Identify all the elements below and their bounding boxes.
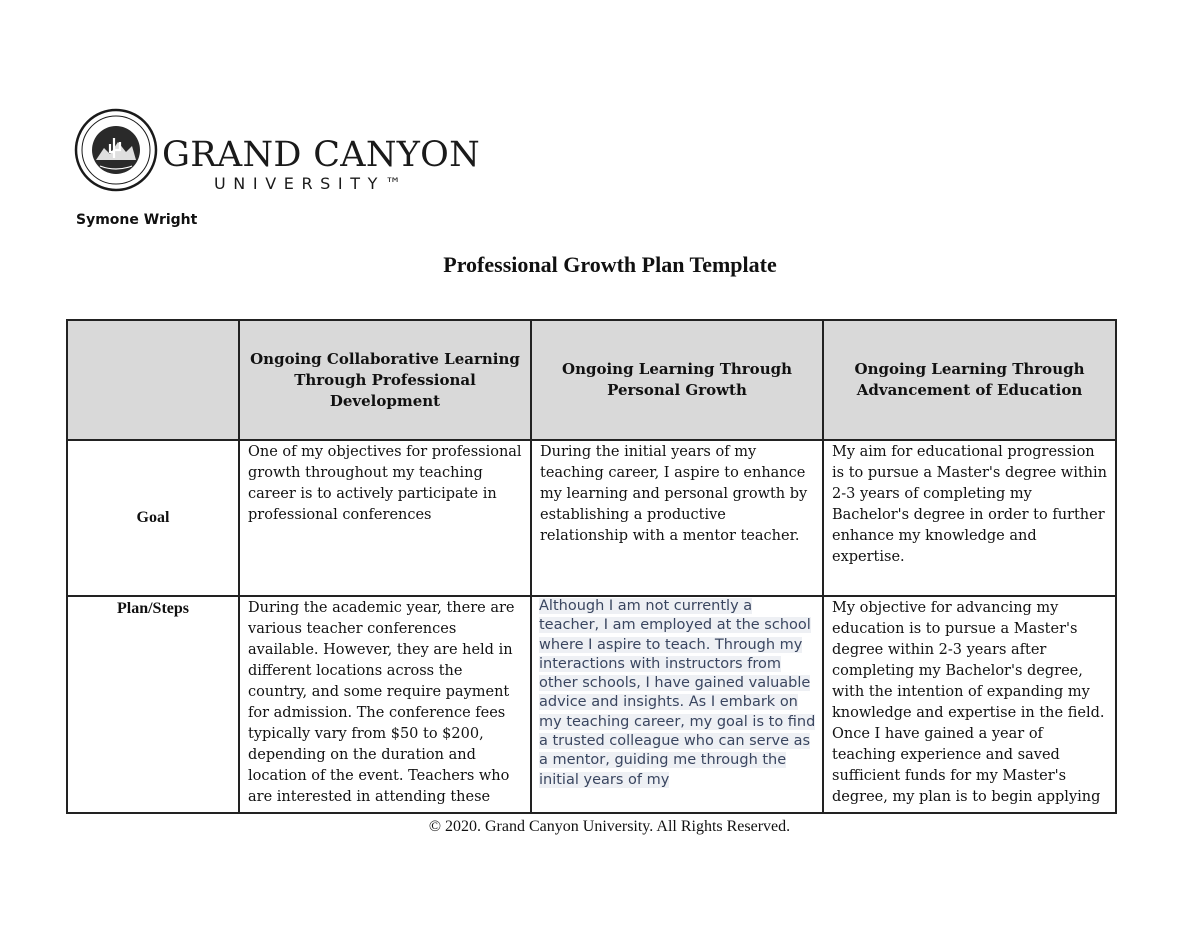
plan-personal-growth-text: Although I am not currently a teacher, I am employed at the school where I aspire to teach. Through my interactions with instructors from other schools, I have gained valuable advice and insights. As I embark on my teaching career, my goal is to find a trusted colleague who can serve as a mentor, guiding me through the initial years of my	[539, 598, 816, 788]
goal-personal-growth-cell: During the initial years of my teaching career, I aspire to enhance my learning and personal growth by establishing a productive relationship with a mentor teacher.	[531, 440, 823, 596]
gcu-logo	[74, 108, 481, 194]
table-row-plan-steps	[67, 596, 1116, 813]
university-seal-icon	[74, 108, 158, 192]
plan-advancement-of-education-cell: My objective for advancing my education is to pursue a Master's degree within 2-3 years after completing my Bachelor's degree, with the intention of expanding my knowledge and expertise in the field. Once I have gained a year of teaching experience and saved sufficient funds for my Master's degree, my plan is to begin applying	[823, 596, 1116, 813]
row-label-goal: Goal	[67, 440, 239, 596]
author-name: Symone Wright	[76, 212, 198, 228]
goal-professional-development-cell: One of my objectives for professional growth throughout my teaching career is to actively participate in professional conferences	[239, 440, 531, 596]
plan-professional-development-cell: During the academic year, there are various teacher conferences available. However, they are held in different locations across the country, and some require payment for admission. The conference fees typically vary from $50 to $200, depending on the duration and location of the event. Teachers who are interested in attending these	[239, 596, 531, 813]
table-corner-cell	[67, 320, 239, 440]
column-header-personal-growth: Ongoing Learning Through Personal Growth	[531, 320, 823, 440]
table-header-row	[67, 320, 1116, 440]
logo-subtitle: UNIVERSITY™	[214, 174, 409, 193]
copyright-footer: © 2020. Grand Canyon University. All Rights Reserved.	[428, 818, 791, 835]
logo-wordmark: GRAND CANYON	[162, 135, 481, 175]
column-header-advancement-of-education: Ongoing Learning Through Advancement of Education	[823, 320, 1116, 440]
row-label-plan-steps: Plan/Steps	[67, 596, 239, 813]
goal-advancement-of-education-cell: My aim for educational progression is to pursue a Master's degree within 2-3 years of completing my Bachelor's degree in order to further enhance my knowledge and expertise.	[823, 440, 1116, 596]
growth-plan-table	[66, 319, 1117, 814]
document-title: Professional Growth Plan Template	[443, 252, 777, 277]
table-row-goal	[67, 440, 1116, 596]
column-header-professional-development: Ongoing Collaborative Learning Through Professional Development	[239, 320, 531, 440]
plan-personal-growth-cell	[531, 596, 823, 813]
